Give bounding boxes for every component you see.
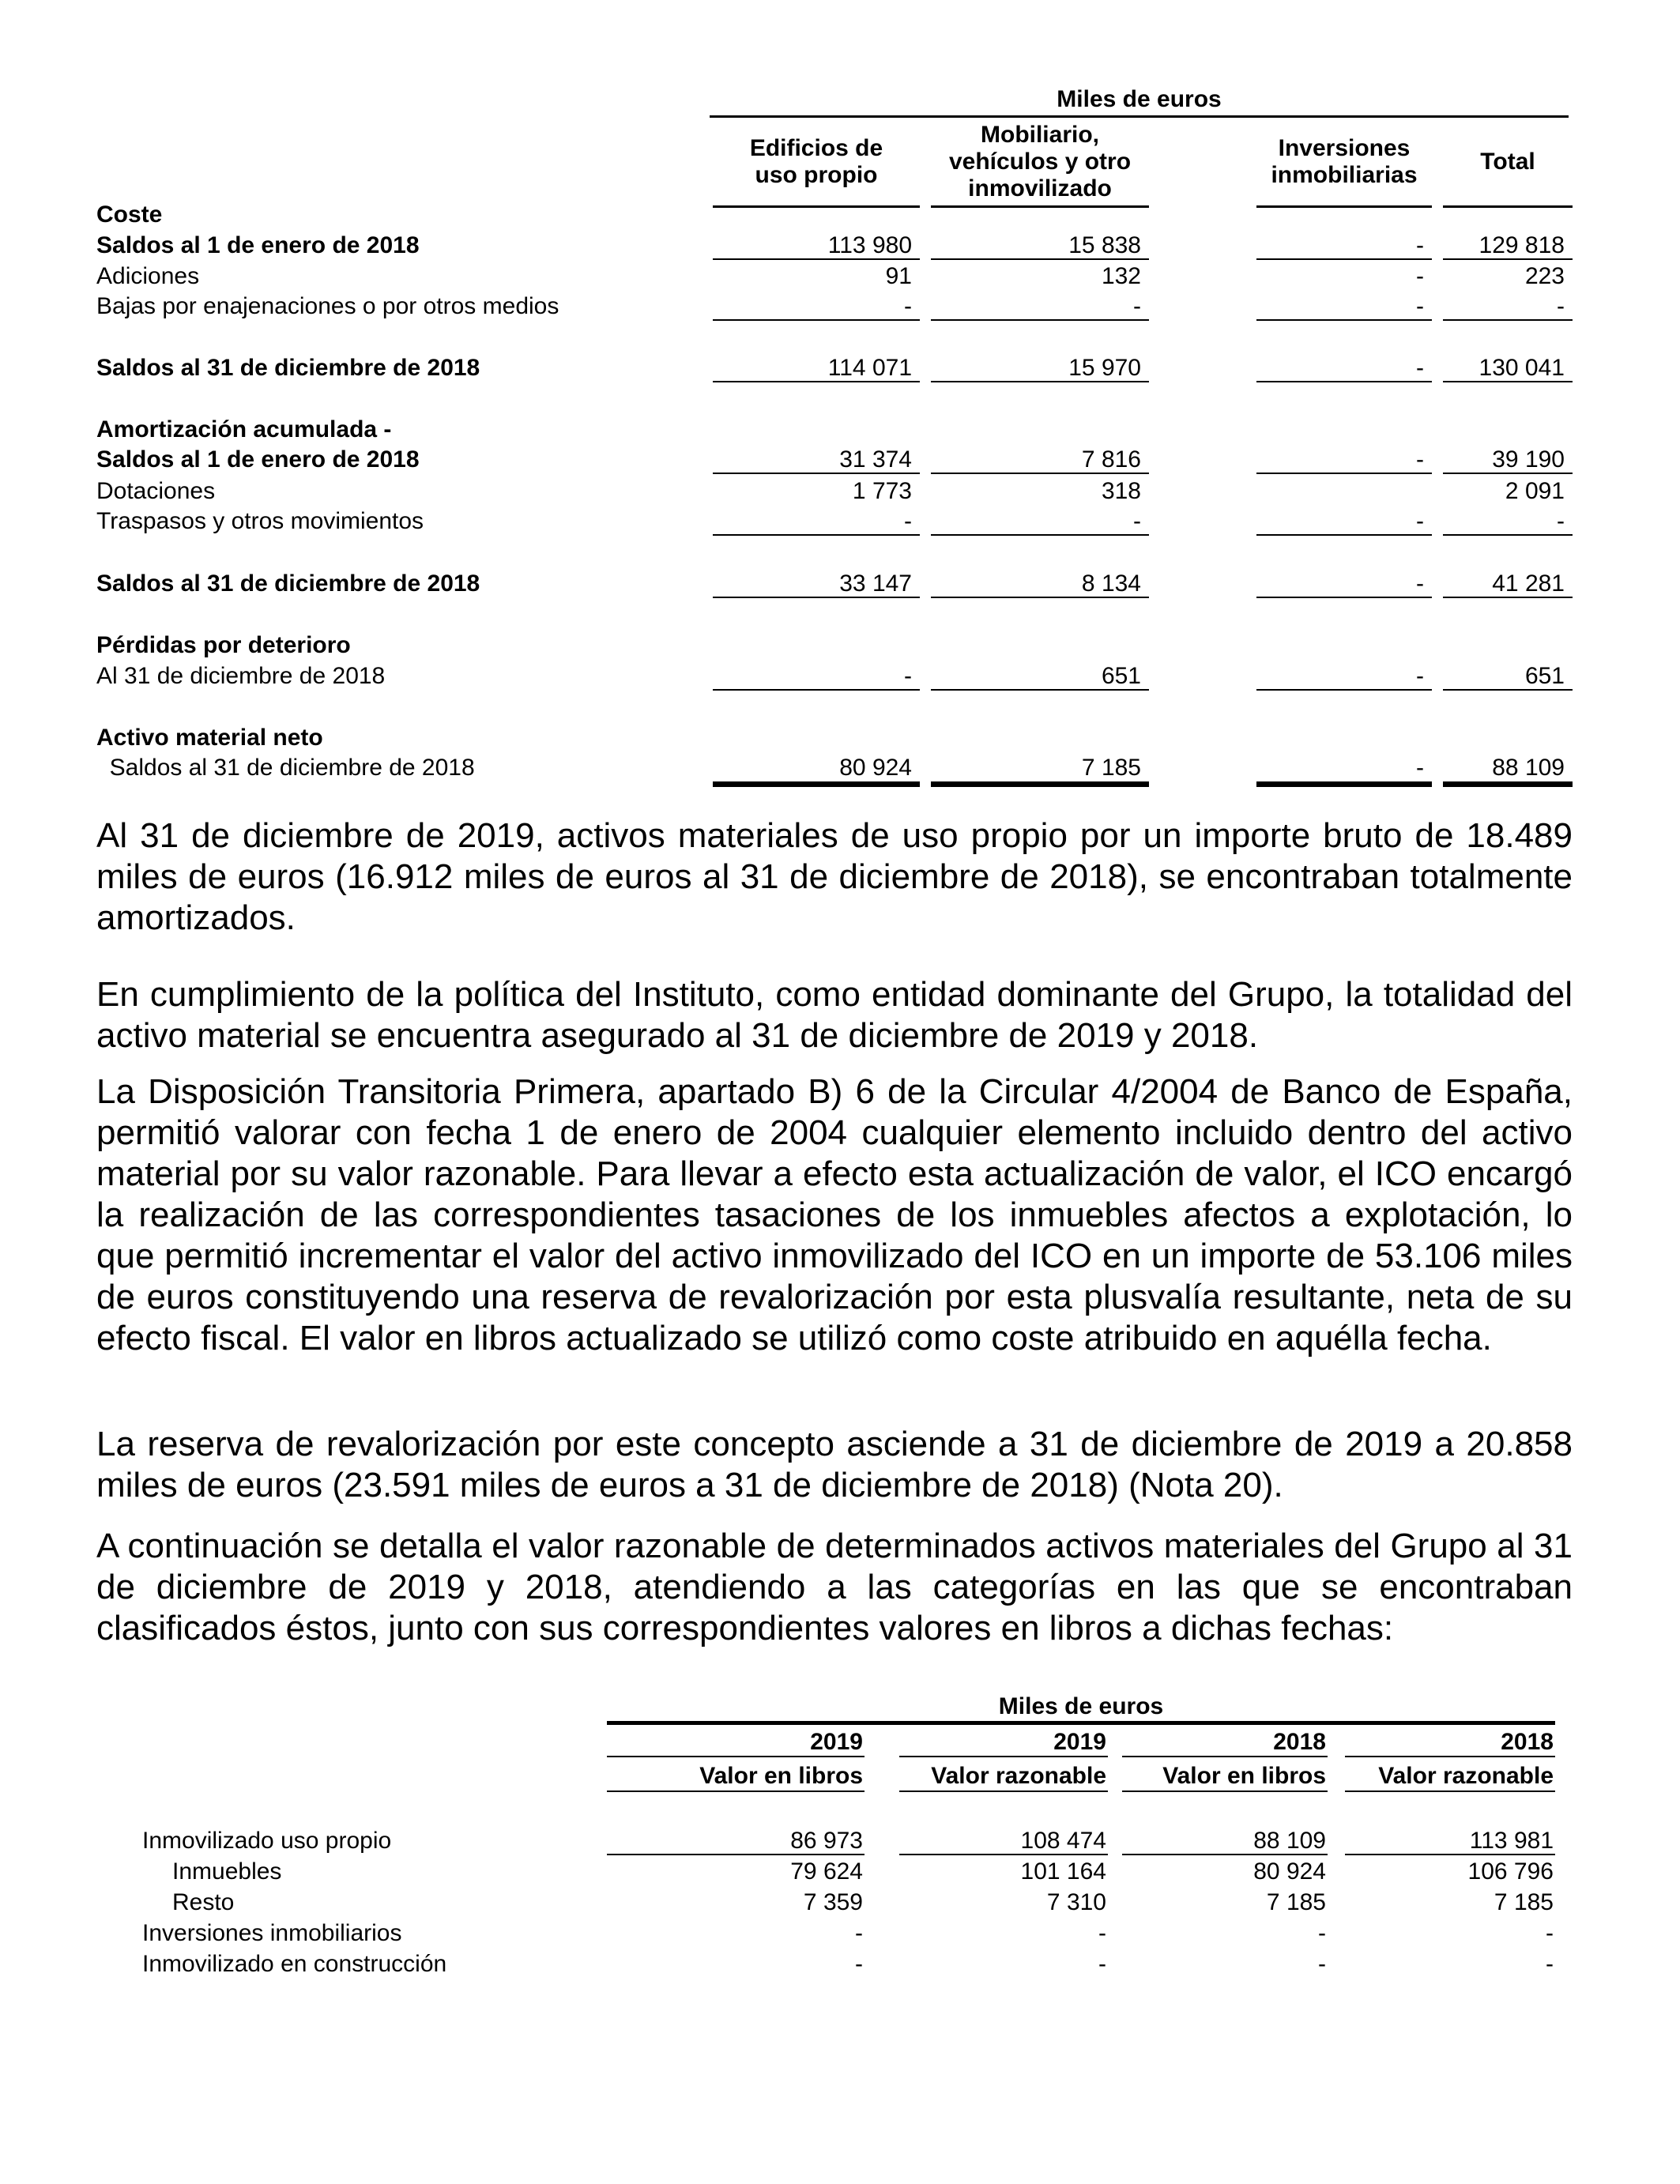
table-cell: 1 773 (852, 478, 912, 504)
table-cell: - (1318, 1920, 1326, 1946)
row-label: Saldos al 1 de enero de 2018 (96, 232, 420, 258)
table-row (0, 291, 1680, 322)
table-cell: 101 164 (1020, 1858, 1106, 1885)
table-row (0, 261, 1680, 292)
row-label: Pérdidas por deterioro (96, 632, 351, 658)
table-cell: - (1256, 752, 1432, 787)
table1-section-heading (0, 414, 1680, 446)
paragraph: En cumplimiento de la política del Instituto, como entidad dominante del Grupo, la totalidad del activo material se encuentra asegurado al 31 de diciembre de 2019 y 2018. (96, 975, 1573, 1055)
table-row (0, 1887, 1680, 1919)
table-row (0, 352, 1680, 384)
table-cell: 651 (1443, 661, 1573, 691)
table-cell: 113 981 (1345, 1825, 1555, 1855)
table-cell: 7 359 (803, 1889, 863, 1915)
asset-movement-table (0, 0, 1680, 798)
table2-subheader: Valor en libros (1122, 1760, 1328, 1792)
table1-section-heading (0, 630, 1680, 661)
table-cell: - (713, 661, 920, 691)
table-cell: - (1256, 661, 1432, 691)
table-cell: - (1256, 568, 1432, 598)
table-row (0, 752, 1680, 784)
table2-units-header: Miles de euros (607, 1693, 1555, 1725)
table2-year-header: 2019 (899, 1727, 1108, 1757)
table-cell: 8 134 (931, 568, 1149, 598)
table1-section-heading (0, 722, 1680, 754)
table-cell: 113 980 (713, 230, 920, 260)
table-cell: - (1416, 263, 1424, 289)
table-cell: 318 (1101, 478, 1141, 504)
row-label: Amortización acumulada - (96, 416, 392, 442)
row-label: Resto (172, 1889, 235, 1915)
table-cell: 130 041 (1443, 352, 1573, 382)
row-label: Saldos al 1 de enero de 2018 (96, 446, 420, 473)
table1-col-edificios: Edificios de uso propio (713, 119, 920, 208)
table-cell: 132 (1101, 263, 1141, 289)
table-cell (1256, 476, 1432, 506)
row-label: Inmovilizado en construcción (142, 1951, 447, 1977)
table-cell: - (1546, 1951, 1554, 1977)
table1-col-mobiliario: Mobiliario, vehículos y otro inmovilizado (931, 119, 1149, 208)
paragraph: Al 31 de diciembre de 2019, activos materiales de uso propio por un importe bruto de 18.489 miles de euros (16.912 miles de euros al 31 de diciembre de 2018), se encontraban totalmente amortizados. (96, 816, 1573, 937)
row-label: Bajas por enajenaciones o por otros medios (96, 293, 559, 319)
table-cell: 106 796 (1467, 1858, 1554, 1885)
table-cell: - (1256, 506, 1432, 536)
table-cell: - (1318, 1951, 1326, 1977)
table-cell: 80 924 (1253, 1858, 1326, 1885)
table-row (0, 506, 1680, 537)
table-row (0, 230, 1680, 262)
table-row (0, 1856, 1680, 1888)
row-label: Inmovilizado uso propio (142, 1828, 392, 1854)
table-cell: 108 474 (899, 1825, 1108, 1855)
table-cell: 7 185 (931, 752, 1149, 787)
table-cell: 31 374 (713, 444, 920, 474)
table-row (0, 1949, 1680, 1980)
table-cell: - (713, 291, 920, 321)
table-cell: - (1256, 352, 1432, 382)
paragraph: A continuación se detalla el valor razonable de determinados activos materiales del Grupo al 31 de diciembre de 2019 y 2018, atendiendo a las categorías en las que se encontraban clasificados éstos, junto con sus correspondientes valores en libros a dichas fechas: (96, 1527, 1573, 1647)
table2-subheader: Valor razonable (1345, 1760, 1555, 1792)
table-cell: - (1443, 291, 1573, 321)
table-cell: - (1098, 1920, 1106, 1946)
table-cell: 7 185 (1494, 1889, 1554, 1915)
table2-year-header: 2019 (607, 1727, 864, 1757)
table-cell: 7 816 (931, 444, 1149, 474)
row-label: Adiciones (96, 263, 200, 289)
table-cell: 7 185 (1266, 1889, 1326, 1915)
table-cell: 88 109 (1443, 752, 1573, 787)
row-label: Coste (96, 201, 163, 228)
table-row (0, 568, 1680, 600)
table1-units-header: Miles de euros (710, 84, 1569, 118)
table-cell: 7 310 (1046, 1889, 1106, 1915)
table1-col-total: Total (1443, 119, 1573, 208)
row-label: Saldos al 31 de diciembre de 2018 (96, 570, 480, 597)
row-label: Saldos al 31 de diciembre de 2018 (96, 755, 475, 781)
table1-col-inversiones: Inversiones inmobiliarias (1256, 119, 1432, 208)
row-label: Activo material neto (96, 725, 323, 751)
table-row (0, 476, 1680, 507)
table-row (0, 1825, 1680, 1857)
table-cell: 39 190 (1443, 444, 1573, 474)
table-cell: 129 818 (1443, 230, 1573, 260)
table1-section-heading (0, 199, 1680, 231)
table-row (0, 1918, 1680, 1949)
table-cell: 86 973 (607, 1825, 864, 1855)
table-cell: - (1443, 506, 1573, 536)
table-cell: 2 091 (1505, 478, 1565, 504)
table-cell: 651 (931, 661, 1149, 691)
row-label: Al 31 de diciembre de 2018 (96, 663, 386, 689)
paragraph: La reserva de revalorización por este concepto asciende a 31 de diciembre de 2019 a 20.858 miles de euros (23.591 miles de euros a 31 de diciembre de 2018) (Nota 20). (96, 1425, 1573, 1504)
table2-subheader: Valor razonable (899, 1760, 1108, 1792)
table-cell: 15 970 (931, 352, 1149, 382)
table-cell: 79 624 (790, 1858, 863, 1885)
table-cell: 88 109 (1122, 1825, 1328, 1855)
table-cell: - (855, 1920, 863, 1946)
row-label: Traspasos y otros movimientos (96, 508, 424, 534)
table-row (0, 444, 1680, 476)
table2-year-header: 2018 (1345, 1727, 1555, 1757)
table-row (0, 661, 1680, 692)
table-cell: - (713, 506, 920, 536)
table-cell: 223 (1524, 263, 1565, 289)
paragraph: La Disposición Transitoria Primera, apartado B) 6 de la Circular 4/2004 de Banco de España, permitió valorar con fecha 1 de enero de 2004 cualquier elemento incluido dentro del activo material por su valor razonable. Para llevar a efecto esta actualización de valor, el ICO encargó la realización de las correspondientes tasaciones de los inmuebles afectos a explotación, lo que permitió incrementar el valor del activo inmovilizado del ICO en un importe de 53.106 miles de euros constituyendo una reserva de revalorización por esta plusvalía resultante, neta de su efecto fiscal. El valor en libros actualizado se utilizó como coste atribuido en aquélla fecha. (96, 1072, 1573, 1357)
table-cell: - (1256, 444, 1432, 474)
row-label: Saldos al 31 de diciembre de 2018 (96, 355, 480, 381)
table-cell: 91 (885, 263, 912, 289)
table-cell: - (931, 291, 1149, 321)
table-cell: 80 924 (713, 752, 920, 787)
row-label: Inmuebles (172, 1858, 282, 1885)
table2-year-header: 2018 (1122, 1727, 1328, 1757)
table-cell: - (1256, 291, 1432, 321)
table-cell: 15 838 (931, 230, 1149, 260)
table-cell: 41 281 (1443, 568, 1573, 598)
table-cell: 33 147 (713, 568, 920, 598)
table-cell: - (855, 1951, 863, 1977)
row-label: Inversiones inmobiliarios (142, 1920, 402, 1946)
table2-subheader: Valor en libros (607, 1760, 864, 1792)
table-cell: - (1256, 230, 1432, 260)
table-cell: 114 071 (713, 352, 920, 382)
table-cell: - (1098, 1951, 1106, 1977)
row-label: Dotaciones (96, 478, 216, 504)
table-cell: - (1546, 1920, 1554, 1946)
table-cell: - (931, 506, 1149, 536)
